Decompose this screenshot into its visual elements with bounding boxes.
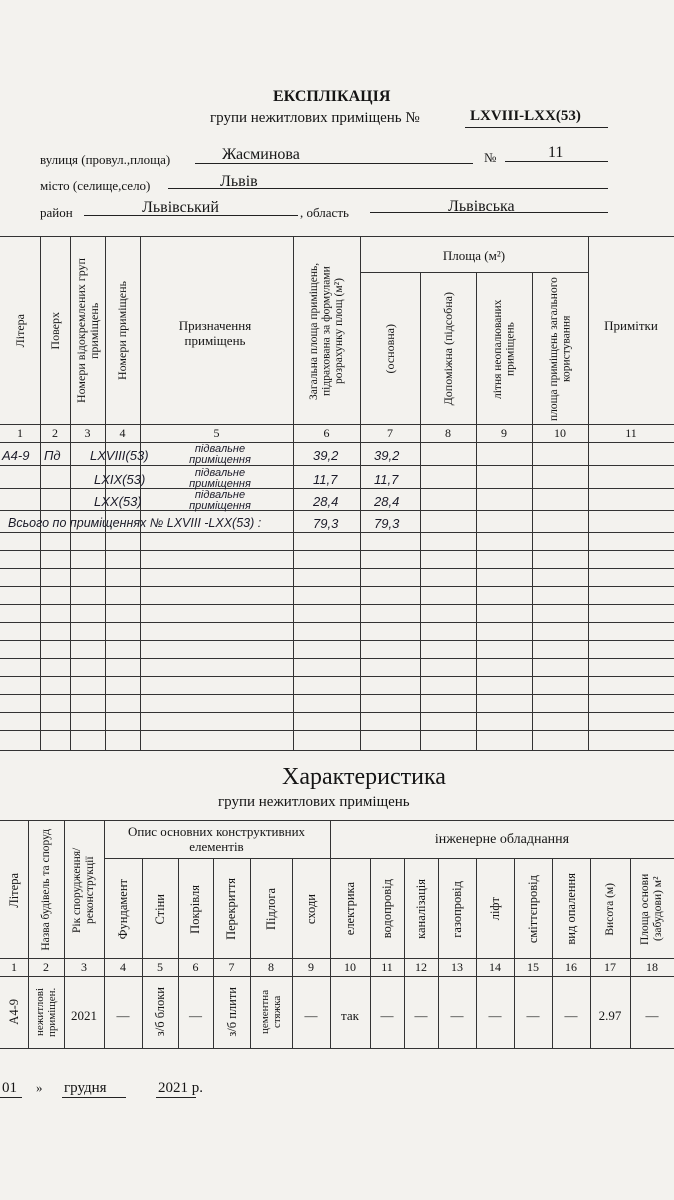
column-number: 1 bbox=[11, 960, 17, 974]
footer-month: грудня bbox=[64, 1080, 107, 1096]
row-total: 11,7 bbox=[313, 472, 338, 487]
row-main: 28,4 bbox=[374, 494, 400, 509]
column-number: 14 bbox=[489, 960, 501, 974]
column-header-purpose: Призначення приміщень bbox=[178, 318, 252, 348]
row-floor: Пд bbox=[44, 448, 61, 463]
number-label: № bbox=[484, 150, 497, 165]
cell-height: 2.97 bbox=[598, 1008, 622, 1023]
cell-floors-slab: з/б плити bbox=[224, 987, 239, 1037]
row-total: 39,2 bbox=[313, 448, 339, 463]
row-group: LXX(53) bbox=[94, 494, 142, 509]
column-number: 4 bbox=[119, 426, 126, 440]
cell-electricity: так bbox=[341, 1008, 359, 1023]
column-number: 11 bbox=[625, 426, 637, 440]
row-purpose: підвальне приміщення bbox=[189, 443, 251, 466]
column-header-height: Висота (м) bbox=[603, 882, 616, 936]
number-value: 11 bbox=[548, 144, 564, 161]
column-header-total-area: Загальна площа приміщень, підрахована за формулами розрахунку площ (м²) bbox=[307, 262, 345, 400]
column-number: 16 bbox=[565, 960, 577, 974]
cell-heating: — bbox=[564, 1008, 578, 1023]
column-header-group-numbers: Номери відокремлених груп приміщень bbox=[73, 258, 101, 404]
column-header-main-area: (основна) bbox=[382, 324, 397, 374]
column-number: 7 bbox=[228, 960, 235, 974]
row-purpose: підвальне приміщення bbox=[189, 489, 251, 512]
column-number: 3 bbox=[81, 960, 87, 974]
cell-stairs: — bbox=[304, 1008, 318, 1023]
city-label: місто (селище,село) bbox=[40, 178, 151, 193]
cell-year: 2021 bbox=[71, 1008, 97, 1023]
cell-sewer: — bbox=[414, 1008, 428, 1023]
column-number: 7 bbox=[387, 426, 393, 440]
cell-water: — bbox=[380, 1008, 394, 1023]
column-header-foundation: Фундамент bbox=[115, 878, 130, 940]
column-header-notes: Примітки bbox=[604, 318, 658, 333]
city-value: Львів bbox=[220, 173, 258, 190]
column-header-stairs: сходи bbox=[303, 893, 318, 925]
column-header-year: Рік спорудження/ реконструкції bbox=[71, 847, 96, 933]
column-header-base-area: Площа основи (забудови) м² bbox=[639, 873, 664, 945]
characteristic-subtitle: групи нежитлових приміщень bbox=[218, 794, 410, 810]
column-number: 2 bbox=[52, 426, 58, 440]
column-number: 3 bbox=[84, 426, 91, 440]
column-header-summer-area: літня неопалюваних приміщень bbox=[491, 299, 516, 399]
column-header-walls: Стіни bbox=[152, 893, 167, 925]
row-litera: А4-9 bbox=[2, 448, 30, 463]
footer-year: 2021 р. bbox=[158, 1080, 203, 1096]
total-main: 79,3 bbox=[374, 516, 400, 531]
cell-elevator: — bbox=[488, 1008, 502, 1023]
column-number: 5 bbox=[213, 426, 220, 440]
column-number: 17 bbox=[604, 960, 616, 974]
column-header-common-area: площа приміщень загального користування bbox=[547, 277, 572, 421]
cell-gas: — bbox=[450, 1008, 464, 1023]
region-value: Львівська bbox=[448, 198, 515, 215]
column-number: 9 bbox=[308, 960, 314, 974]
column-header-litera: Літера bbox=[12, 314, 27, 348]
total-value: 79,3 bbox=[313, 516, 339, 531]
cell-foundation: — bbox=[116, 1008, 130, 1023]
column-header-sewer: каналізація bbox=[413, 879, 428, 939]
cell-litera: А4-9 bbox=[7, 999, 21, 1025]
column-header-electricity: електрика bbox=[342, 882, 357, 936]
cell-garbage-chute: — bbox=[526, 1008, 540, 1023]
column-number: 10 bbox=[554, 426, 566, 440]
district-value: Львівський bbox=[142, 199, 219, 216]
column-header-elevator: ліфт bbox=[487, 897, 502, 921]
column-header-area-group: Площа (м²) bbox=[442, 248, 506, 263]
column-number: 1 bbox=[17, 426, 23, 440]
total-label: Всього по приміщеннях № LXVIII -LXX(53) : bbox=[8, 516, 262, 530]
row-purpose: підвальне приміщення bbox=[189, 467, 251, 490]
group-header-elements: Опис основних конструктивних елементів bbox=[127, 824, 306, 854]
row-total: 28,4 bbox=[313, 494, 339, 509]
cell-base-area: — bbox=[645, 1008, 659, 1023]
column-number: 8 bbox=[268, 960, 274, 974]
column-header-building-name: Назва будівель та споруд bbox=[39, 829, 52, 951]
column-number: 13 bbox=[451, 960, 463, 974]
column-header-gas: газопровід bbox=[449, 880, 464, 938]
column-number: 18 bbox=[646, 960, 658, 974]
column-header-room-numbers: Номери приміщень bbox=[115, 281, 129, 381]
document-subtitle: групи нежитлових приміщень № bbox=[210, 110, 420, 126]
region-label: , область bbox=[300, 205, 349, 220]
column-header-floor: Поверх bbox=[47, 312, 62, 350]
column-header-floor: Підлога bbox=[263, 887, 278, 931]
street-value: Жасминова bbox=[222, 146, 300, 163]
street-label: вулиця (провул.,площа) bbox=[40, 152, 171, 167]
cell-walls: з/б блоки bbox=[153, 987, 167, 1037]
column-number: 11 bbox=[381, 960, 393, 974]
column-number: 4 bbox=[120, 960, 126, 974]
column-number: 12 bbox=[415, 960, 427, 974]
document-title: ЕКСПЛІКАЦІЯ bbox=[273, 88, 391, 105]
row-group: LXVIII(53) bbox=[90, 448, 149, 463]
column-number: 15 bbox=[527, 960, 539, 974]
column-header-water: водопровід bbox=[379, 879, 394, 939]
column-header-auxiliary-area: Допоміжна (підсобна) bbox=[440, 292, 455, 406]
column-header-heating: вид опалення bbox=[563, 873, 578, 945]
column-number: 9 bbox=[501, 426, 507, 440]
column-number: 6 bbox=[323, 426, 330, 440]
column-number: 5 bbox=[157, 960, 163, 974]
column-header-roof: Покрівля bbox=[188, 884, 202, 934]
column-number: 6 bbox=[192, 960, 199, 974]
group-header-engineering: інженерне обладнання bbox=[434, 832, 570, 847]
column-header-garbage-chute: сміттєпровід bbox=[525, 874, 540, 944]
column-number: 2 bbox=[43, 960, 49, 974]
row-group: LXIX(53) bbox=[94, 472, 146, 487]
row-main: 11,7 bbox=[374, 472, 399, 487]
column-number: 8 bbox=[445, 426, 451, 440]
row-main: 39,2 bbox=[374, 448, 400, 463]
district-label: район bbox=[40, 205, 73, 220]
column-header-litera: Літера bbox=[6, 872, 21, 908]
cell-floor: цементна стяжка bbox=[259, 989, 283, 1035]
cell-building-name: нежитлові приміщен. bbox=[34, 987, 58, 1037]
footer-quote: » bbox=[36, 1080, 43, 1095]
column-header-floors-slab: Перекриття bbox=[224, 878, 238, 940]
column-number: 10 bbox=[344, 960, 356, 974]
characteristic-title: Характеристика bbox=[282, 764, 446, 790]
footer-day: 01 bbox=[2, 1080, 17, 1096]
cell-roof: — bbox=[189, 1008, 202, 1023]
group-number: LXVIII-LXX(53) bbox=[470, 108, 581, 124]
